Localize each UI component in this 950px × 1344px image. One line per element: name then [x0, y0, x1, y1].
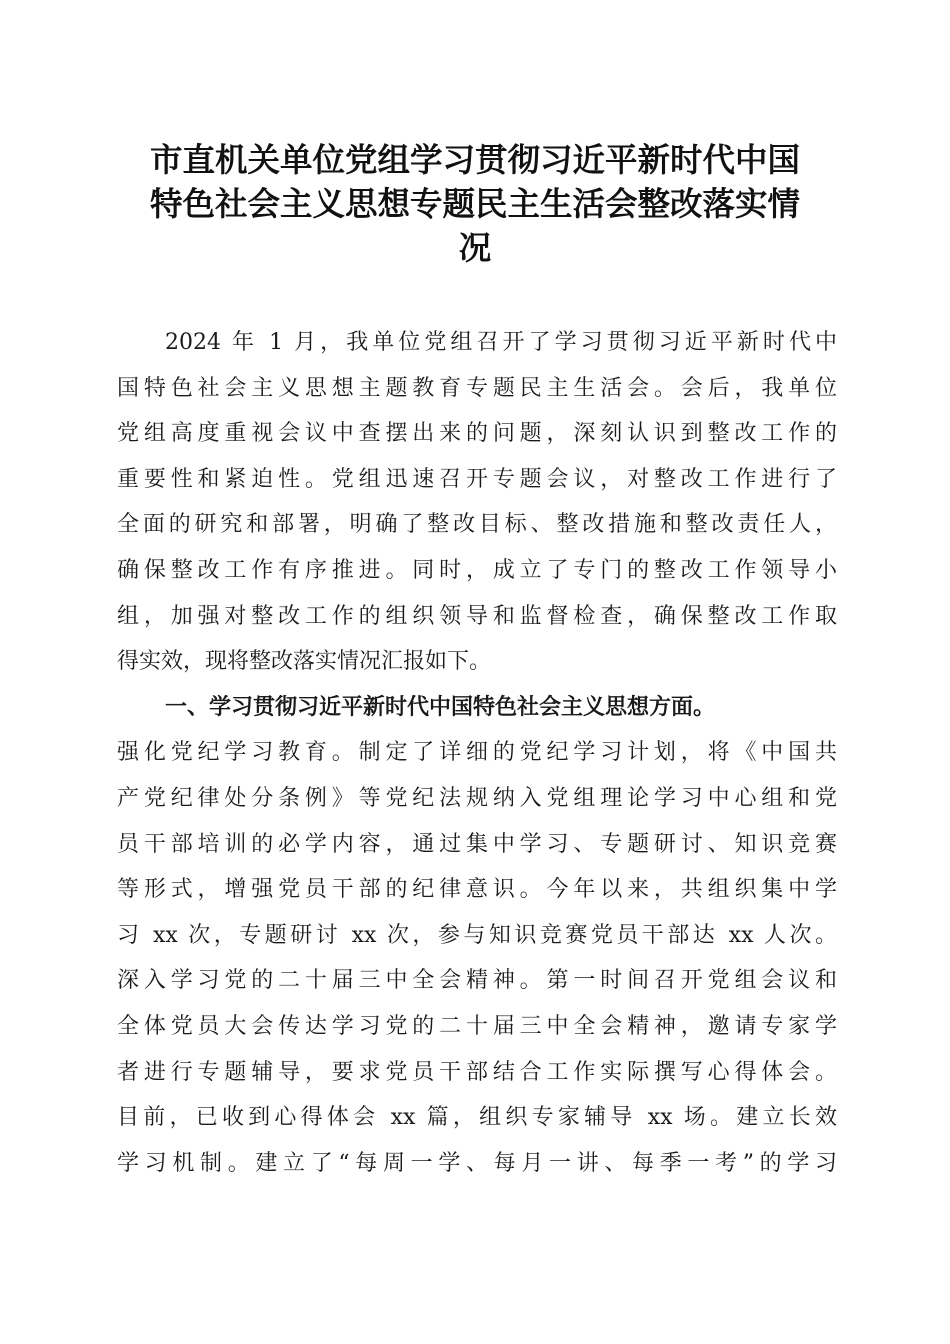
paragraph-line: 全体党员大会传达学习党的二十届三中全会精神，邀请专家学 [117, 1013, 837, 1039]
paragraph-line: 2024 年 1 月，我单位党组召开了学习贯彻习近平新时代中 [165, 330, 837, 355]
paragraph-line: 重要性和紧迫性。党组迅速召开专题会议，对整改工作进行了 [117, 466, 837, 492]
paragraph-line: 国特色社会主义思想主题教育专题民主生活会。会后，我单位 [117, 375, 837, 401]
paragraph-line: 得实效，现将整改落实情况汇报如下。 [117, 649, 492, 675]
paragraph-intro [117, 320, 837, 685]
paragraph-line: 确保整改工作有序推进。同时，成立了专门的整改工作领导小 [117, 557, 837, 583]
paragraph-line: 深入学习党的二十届三中全会精神。第一时间召开党组会议和 [117, 968, 837, 994]
paragraph-line: 产党纪律处分条例》等党纪法规纳入党组理论学习中心组和党 [117, 785, 837, 811]
paragraph-line: 全面的研究和部署，明确了整改目标、整改措施和整改责任人， [117, 512, 837, 538]
title-line-3: 况 [458, 228, 492, 267]
paragraph-line: 学习机制。建立了“每周一学、每月一讲、每季一考”的学习 [117, 1150, 837, 1176]
paragraph-line: 目前，已收到心得体会 xx 篇，组织专家辅导 xx 场。建立长效 [117, 1105, 837, 1131]
paragraph-line: 者进行专题辅导，要求党员干部结合工作实际撰写心得体会。 [117, 1059, 837, 1085]
title-line-1: 市直机关单位党组学习贯彻习近平新时代中国 [149, 140, 800, 179]
title-line-2: 特色社会主义思想专题民主生活会整改落实情 [149, 184, 800, 223]
paragraph-line: 强化党纪学习教育。制定了详细的党纪学习计划，将《中国共 [117, 740, 837, 766]
paragraph-line: 党组高度重视会议中查摆出来的问题，深刻认识到整改工作的 [117, 421, 837, 447]
paragraph-line: 员干部培训的必学内容，通过集中学习、专题研讨、知识竞赛 [117, 831, 837, 857]
paragraph-line: 习 xx 次，专题研讨 xx 次，参与知识竞赛党员干部达 xx 人次。 [117, 922, 837, 948]
section-heading: 一、学习贯彻习近平新时代中国特色社会主义思想方面。 [165, 694, 716, 720]
paragraph-section-1 [117, 730, 837, 1186]
document-title [110, 138, 840, 270]
paragraph-line: 组，加强对整改工作的组织领导和监督检查，确保整改工作取 [117, 603, 837, 629]
paragraph-line: 等形式，增强党员干部的纪律意识。今年以来，共组织集中学 [117, 877, 837, 903]
document-body [117, 320, 837, 1186]
